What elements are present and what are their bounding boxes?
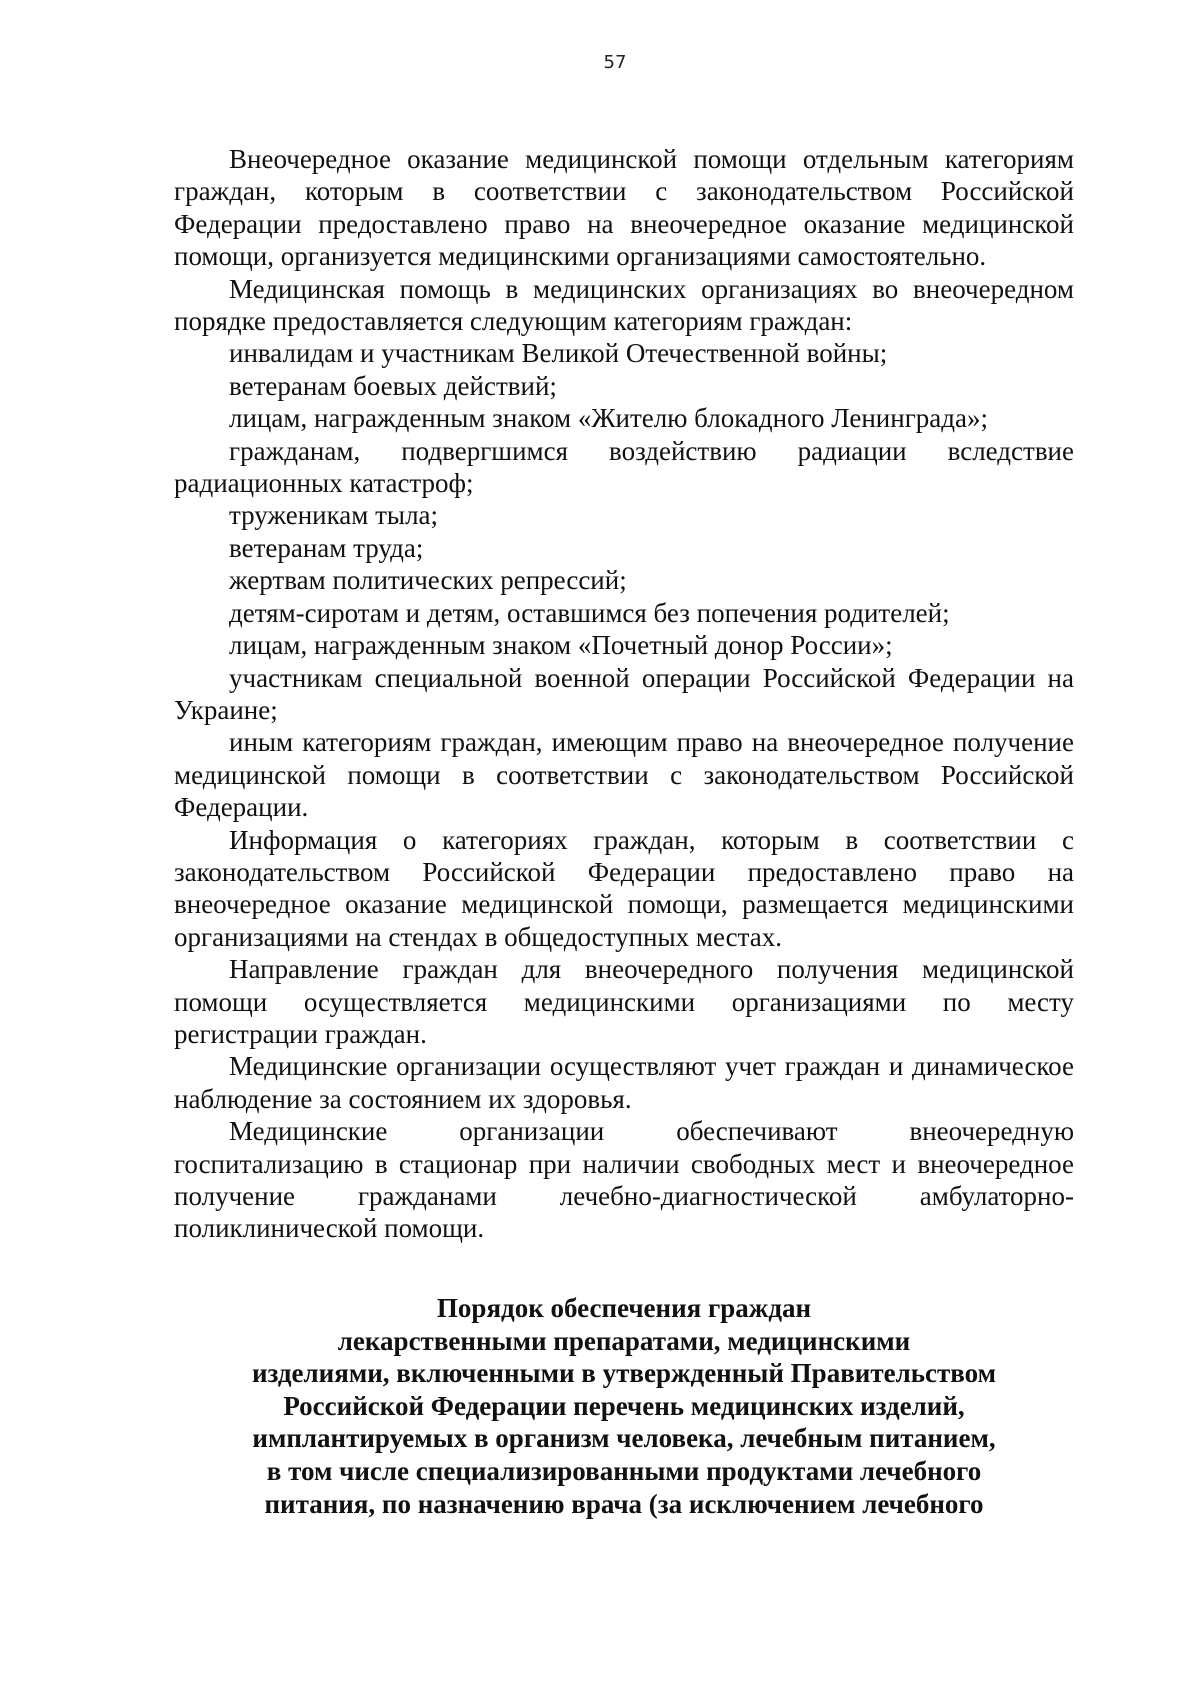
heading-line: Порядок обеспечения граждан <box>436 1293 812 1323</box>
list-item-leningrad-siege: лицам, награжденным знаком «Жителю блокадного Ленинграда»; <box>229 403 988 434</box>
page-number: 57 <box>603 52 627 73</box>
heading-line: Российской Федерации перечень медицинских изделий, <box>283 1390 965 1421</box>
paragraph-referral: Направление граждан для внеочередного получения медицинской помощи осуществляется медицинскими организациями по месту регистрации граждан. <box>174 954 1074 1049</box>
heading-line: изделиями, включенными в утвержденный Правительством <box>251 1358 997 1389</box>
list-item-repression-victims: жертвам политических репрессий; <box>229 565 627 596</box>
paragraph-priority-care-intro: Внеочередное оказание медицинской помощи отдельным категориям граждан, которым в соответствии с законодательством Российской Федерации предоставлено право на внеочередное оказание медицинской помощи, организуется медицинскими организациями самостоятельно. <box>174 144 1074 272</box>
body-text <box>174 143 1074 1245</box>
list-item-military-operation-participants: участникам специальной военной операции Российской Федерации на Украине; <box>174 662 1074 725</box>
list-item-honorary-donors: лицам, награжденным знаком «Почетный донор России»; <box>229 630 893 661</box>
list-item-home-front-workers: труженикам тыла; <box>229 500 439 531</box>
list-item-wwii-veterans: инвалидам и участникам Великой Отечественной войны; <box>229 338 888 369</box>
heading-line: в том числе специализированными продуктами лечебного <box>266 1455 982 1486</box>
list-item-combat-veterans: ветеранам боевых действий; <box>229 370 557 401</box>
paragraph-monitoring: Медицинские организации осуществляют учет граждан и динамическое наблюдение за состоянием их здоровья. <box>174 1051 1074 1114</box>
heading-line: питания, по назначению врача (за исключением лечебного <box>264 1488 984 1519</box>
list-item-labor-veterans: ветеранам труда; <box>229 532 424 563</box>
list-item-radiation-victims: гражданам, подвергшимся воздействию радиации вследствие радиационных катастроф; <box>174 435 1074 499</box>
paragraph-information-stands: Информация о категориях граждан, которым в соответствии с законодательством Российской Федерации предоставлено право на внеочередное оказание медицинской помощи, размещается медицинскими организациями на стендах в общедоступных местах. <box>174 824 1074 952</box>
section-heading <box>174 1292 1074 1520</box>
paragraph-hospitalization: Медицинские организации обеспечивают внеочередную госпитализацию в стационар при наличии свободных мест и внеочередное получение гражданами лечебно-диагностической амбулаторно-поликлинической помощи. <box>174 1116 1074 1244</box>
heading-line: имплантируемых в организм человека, лечебным питанием, <box>252 1423 996 1454</box>
list-item-other-categories: иным категориям граждан, имеющим право на внеочередное получение медицинской помощи в соответствии с законодательством Российской Федерации. <box>174 727 1074 823</box>
list-item-orphans: детям-сиротам и детям, оставшимся без попечения родителей; <box>229 597 950 628</box>
heading-line: лекарственными препаратами, медицинскими <box>337 1325 911 1356</box>
paragraph-categories-intro: Медицинская помощь в медицинских организациях во внеочередном порядке предоставляется следующим категориям граждан: <box>174 273 1074 337</box>
